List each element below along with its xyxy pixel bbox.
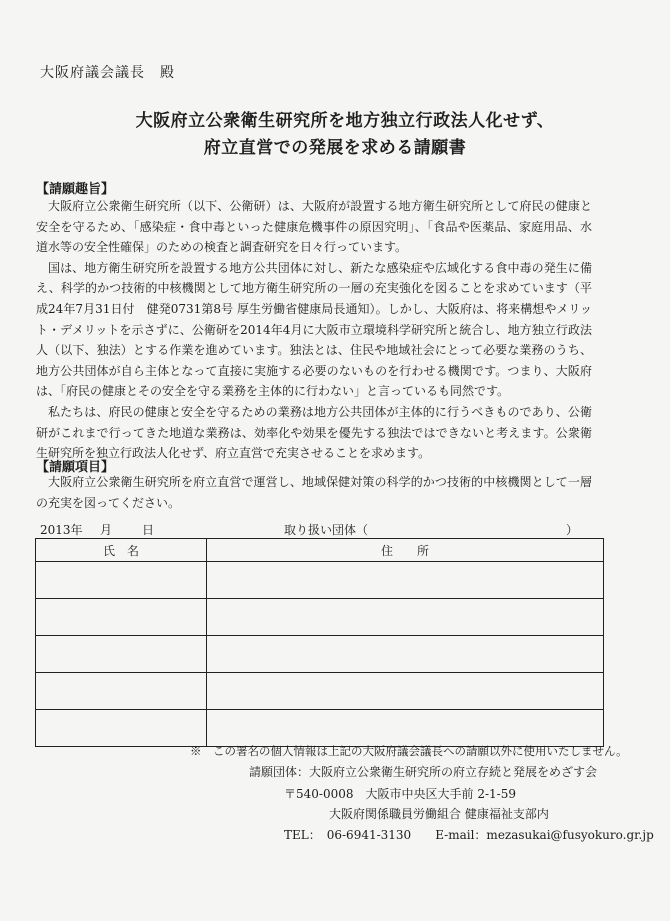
purpose-paragraph-2: 国は、地方衛生研究所を設置する地方公共団体に対し、新たな感染症や広域化する食中毒の発生に備え、科学的かつ技術的中核機関として地方衛生研究所の一層の充実強化を図ることを求めています（平成24年7月31日付 健発0731第8号 厚生労働省健康局長通知）。しかし、大阪府は、将来構想やメリット・デメリットを示さずに、公衛研を2014年4月に大阪市立環境科学研究所と統合し、地方独立行政法人（以下、独法）とする作業を進めています。独法とは、住民や地域社会にとって必要な業務のうち、地方公共団体が自ら主体となって直接に実施する必要のないものを行わせる機関です。つまり、大阪府は、「府民の健康とその安全を守る業務を主体的に行わない」と言っているも同然です。 — [36, 260, 592, 399]
petitioner-union: 大阪府関係職員労働組合 健康福祉支部内 — [329, 807, 549, 821]
items-paragraph-1: 大阪府立公衆衛生研究所を府立直営で運営し、地域保健対策の科学的かつ技術的中核機関として一層の充実を図ってください。 — [36, 475, 592, 510]
petition-items-label: 【請願項目】 — [36, 460, 115, 475]
organization-close: ） — [566, 523, 579, 537]
contact-line: TEL： 06-6941-3130 E-mail：mezasukai@fusyokuro.gr.jp — [284, 828, 654, 842]
name-cell[interactable] — [36, 673, 207, 710]
name-cell[interactable] — [36, 636, 207, 673]
addressee: 大阪府議会議長 殿 — [40, 65, 175, 81]
name-header: 氏 名 — [36, 539, 207, 562]
signature-table — [35, 538, 604, 747]
name-cell[interactable] — [36, 599, 207, 636]
signature-row — [36, 562, 604, 599]
purpose-paragraph-3: 私たちは、府民の健康と安全を守るための業務は地方公共団体が主体的に行うべきものであり、公衛研がこれまで行ってきた地道な業務は、効率化や効果を優先する独法ではできないと考えます。公衆衛生研究所を独立行政法人化せず、府立直営で充実させることを求めます。 — [36, 404, 592, 461]
signature-row — [36, 710, 604, 747]
signature-table-header — [36, 539, 604, 562]
signature-row — [36, 636, 604, 673]
organization-label: 取り扱い団体（ — [284, 523, 369, 537]
document-title-line-2: 府立直営での発展を求める請願書 — [203, 138, 467, 158]
address-cell[interactable] — [207, 599, 604, 636]
name-cell[interactable] — [36, 562, 207, 599]
privacy-note: ※ この署名の個人情報は上記の大阪府議会議長への請願以外に使用いたしません。 — [190, 744, 628, 758]
petition-purpose-label: 【請願趣旨】 — [36, 182, 115, 197]
address-cell[interactable] — [207, 636, 604, 673]
signature-year: 2013年 — [40, 523, 83, 537]
petition-items-body — [36, 472, 592, 513]
petitioner-organization: 請願団体：大阪府立公衆衛生研究所の府立存続と発展をめざす会 — [249, 765, 598, 779]
signature-row — [36, 599, 604, 636]
petition-purpose-body — [36, 196, 592, 464]
address-cell[interactable] — [207, 673, 604, 710]
name-cell[interactable] — [36, 710, 207, 747]
address-cell[interactable] — [207, 562, 604, 599]
address-header: 住 所 — [207, 539, 604, 562]
purpose-paragraph-1: 大阪府立公衆衛生研究所（以下、公衛研）は、大阪府が設置する地方衛生研究所として府民の健康と安全を守るため、「感染症・食中毒といった健康危機事件の原因究明」、「食品や医薬品、家庭用品、水道水等の安全性確保」のための検査と調査研究を日々行っています。 — [36, 199, 592, 255]
document-title-line-1: 大阪府立公衆衛生研究所を地方独立行政法人化せず、 — [135, 111, 555, 131]
address-cell[interactable] — [207, 710, 604, 747]
petitioner-address: 〒540-0008 大阪市中央区大手前 2-1-59 — [284, 787, 516, 801]
signature-day: 日 — [142, 523, 155, 537]
signature-month: 月 — [100, 523, 113, 537]
signature-row — [36, 673, 604, 710]
